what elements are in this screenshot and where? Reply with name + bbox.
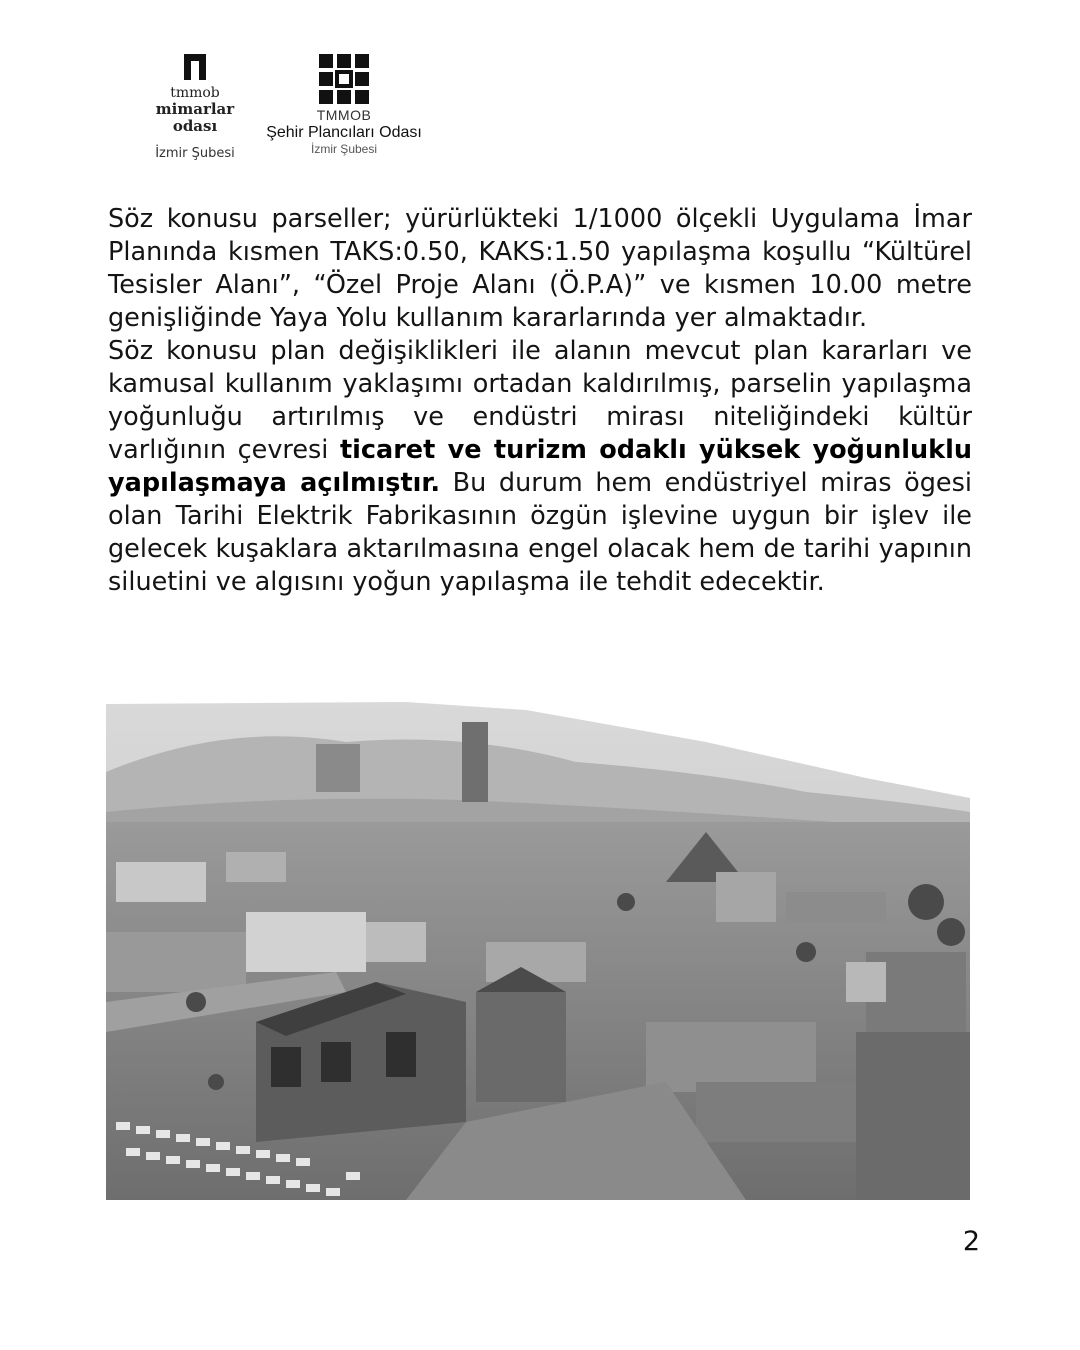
spo-logo-line2: Şehir Plancıları Odası xyxy=(266,124,422,141)
mimarlar-logo-line1: tmmob xyxy=(170,85,220,101)
spo-logo-line1: TMMOB xyxy=(316,107,372,123)
paragraph-2-bold: ticaret ve turizm odaklı yüksek yoğunluklu yapılaşmaya açılmıştır. xyxy=(108,435,972,498)
spo-grid-icon xyxy=(319,54,369,104)
paragraph-2 xyxy=(108,335,972,599)
page-number: 2 xyxy=(962,1226,980,1257)
body-text xyxy=(108,203,972,599)
mimarlar-logo-branch: İzmir Şubesi xyxy=(155,146,235,161)
aerial-photo xyxy=(106,702,970,1200)
paragraph-1: Söz konusu parseller; yürürlükteki 1/1000 ölçekli Uygulama İmar Planında kısmen TAKS:0.50, KAKS:1.50 yapılaşma koşullu “Kültürel Tesisler Alanı”, “Özel Proje Alanı (Ö.P.A)” ve kısmen 10.00 metre genişliğinde Yaya Yolu kullanım kararlarında yer almaktadır. xyxy=(108,204,972,333)
paragraph-2-start: Söz konusu plan değişiklikleri ile alanın mevcut plan kararları ve kamusal kullanım yaklaşımı ortadan kaldırılmış, parselin yapılaşma yoğunluğu artırılmış ve endüstri mirası niteliğindeki kültür varlığının çevresi xyxy=(108,336,972,465)
mimarlar-odasi-logo xyxy=(140,52,250,162)
paragraph-2-end: Bu durum hem endüstriyel miras ögesi olan Tarihi Elektrik Fabrikasının özgün işlevine uygun bir işlev ile gelecek kuşaklara aktarılmasına engel olacak hem de tarihi yapının siluetini ve algısını yoğun yapılaşma ile tehdit edecektir. xyxy=(108,468,972,597)
spo-logo-branch: İzmir Şubesi xyxy=(310,142,378,156)
mimarlar-logo-line3: odası xyxy=(172,117,218,135)
mimarlar-bracket-icon xyxy=(182,52,208,82)
sehir-plancilari-logo xyxy=(256,54,432,156)
aerial-photo-illustration xyxy=(106,702,970,1200)
mimarlar-logo-line2: mimarlar xyxy=(155,100,235,118)
